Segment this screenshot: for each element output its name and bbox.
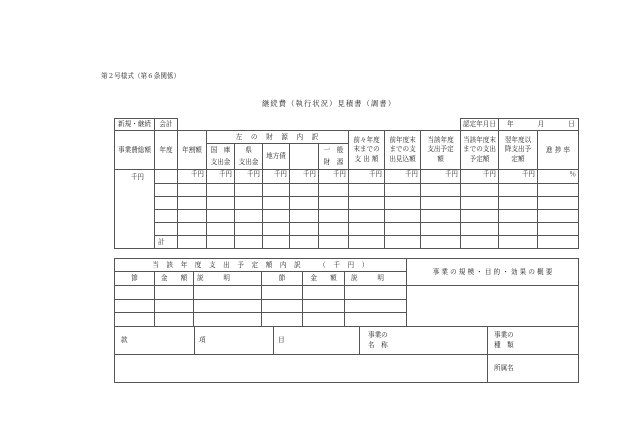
annual-allocation-label: 年割額 (178, 131, 207, 170)
table-row (115, 210, 579, 223)
blank-fund-label (290, 144, 319, 170)
project-scale-cell (407, 286, 579, 327)
unit-prev: 千円 (385, 170, 421, 184)
section-label-2: 節 (262, 272, 303, 286)
account-label: 会計 (155, 119, 178, 131)
national-subsidy-label-2: 支出金 (207, 157, 235, 170)
unit-progress: ％ (538, 170, 579, 184)
total-cost-unit: 千円 (115, 170, 155, 249)
breakdown-table (114, 258, 579, 327)
total-project-cost-label: 事業費総額 (115, 131, 155, 170)
table-row (115, 223, 579, 236)
prev2-expenditure-label: 前々年度 末までの 支 出 額 (349, 131, 385, 170)
section-label-1: 節 (115, 272, 155, 286)
project-name-label: 事業の 名 称 (360, 327, 488, 355)
table-row (115, 197, 579, 210)
page-title: 継続費（執行状況）見積書（調書） (262, 99, 397, 108)
unit-next: 千円 (499, 170, 538, 184)
unit-national: 千円 (207, 170, 235, 184)
kan-label: 款 (115, 327, 195, 355)
current-expenditure-label: 当該年度 支出予定 額 (421, 131, 461, 170)
unit-prefectural: 千円 (235, 170, 263, 184)
top-spacer (178, 119, 461, 131)
total-label: 計 (155, 236, 178, 249)
certification-date-value (499, 119, 579, 131)
month-label: 月 (537, 120, 545, 129)
new-or-continuing-label: 新規・継続 (115, 119, 155, 131)
form-number: 第２号様式（第６条関係） (101, 72, 181, 80)
explanation-label-2: 説 明 (345, 272, 407, 286)
unit-general: 千円 (319, 170, 349, 184)
blank-bottom-cell (115, 355, 488, 383)
moku-label: 目 (274, 327, 360, 355)
amount-label-2: 金 額 (303, 272, 345, 286)
next-expenditure-label: 翌年度以 降支出予 定額 (499, 131, 538, 170)
funding-table (114, 118, 579, 249)
certification-date-label: 認定年月日 (461, 119, 499, 131)
unit-until-current: 千円 (461, 170, 499, 184)
year-label: 年 (507, 120, 514, 129)
unit-bonds: 千円 (263, 170, 290, 184)
prefectural-label-2: 支出金 (235, 157, 263, 170)
prev-expenditure-label: 前年度末 までの支 出見込額 (385, 131, 421, 170)
general-fund-label-2: 財 源 (319, 157, 349, 170)
total-row (115, 236, 579, 249)
local-bonds-label: 地方債 (263, 144, 290, 170)
table-row (115, 184, 579, 197)
progress-rate-label: 進 捗 率 (538, 131, 579, 170)
day-label: 日 (568, 120, 575, 129)
prefectural-label-1: 県 (235, 144, 263, 157)
project-info-table (114, 326, 579, 383)
funding-breakdown-label: 左 の 財 源 内 訳 (207, 131, 349, 144)
fiscal-year-label: 年度 (155, 131, 178, 170)
amount-label-1: 金 額 (155, 272, 194, 286)
unit-annual: 千円 (178, 170, 207, 184)
unit-blank: 千円 (290, 170, 319, 184)
project-type-label: 事業の 種 類 (488, 327, 579, 355)
project-scale-header: 事 業 の 規 模 ・ 目 的 ・ 効 果 の 概 要 (407, 259, 579, 286)
until-current-expenditure-label: 当該年度末 までの支出 予定額 (461, 131, 499, 170)
explanation-label-1: 説 明 (194, 272, 262, 286)
unit-current: 千円 (421, 170, 461, 184)
national-subsidy-label-1: 国 庫 (207, 144, 235, 157)
department-label: 所属名 (488, 355, 579, 383)
unit-prev2: 千円 (349, 170, 385, 184)
fy-cell (155, 170, 178, 184)
table-row (115, 286, 579, 300)
kou-label: 項 (195, 327, 274, 355)
general-fund-label-1: 一 般 (319, 144, 349, 157)
breakdown-header: 当 該 年 度 支 出 予 定 額 内 訳 （ 千 円 ） (115, 259, 407, 272)
